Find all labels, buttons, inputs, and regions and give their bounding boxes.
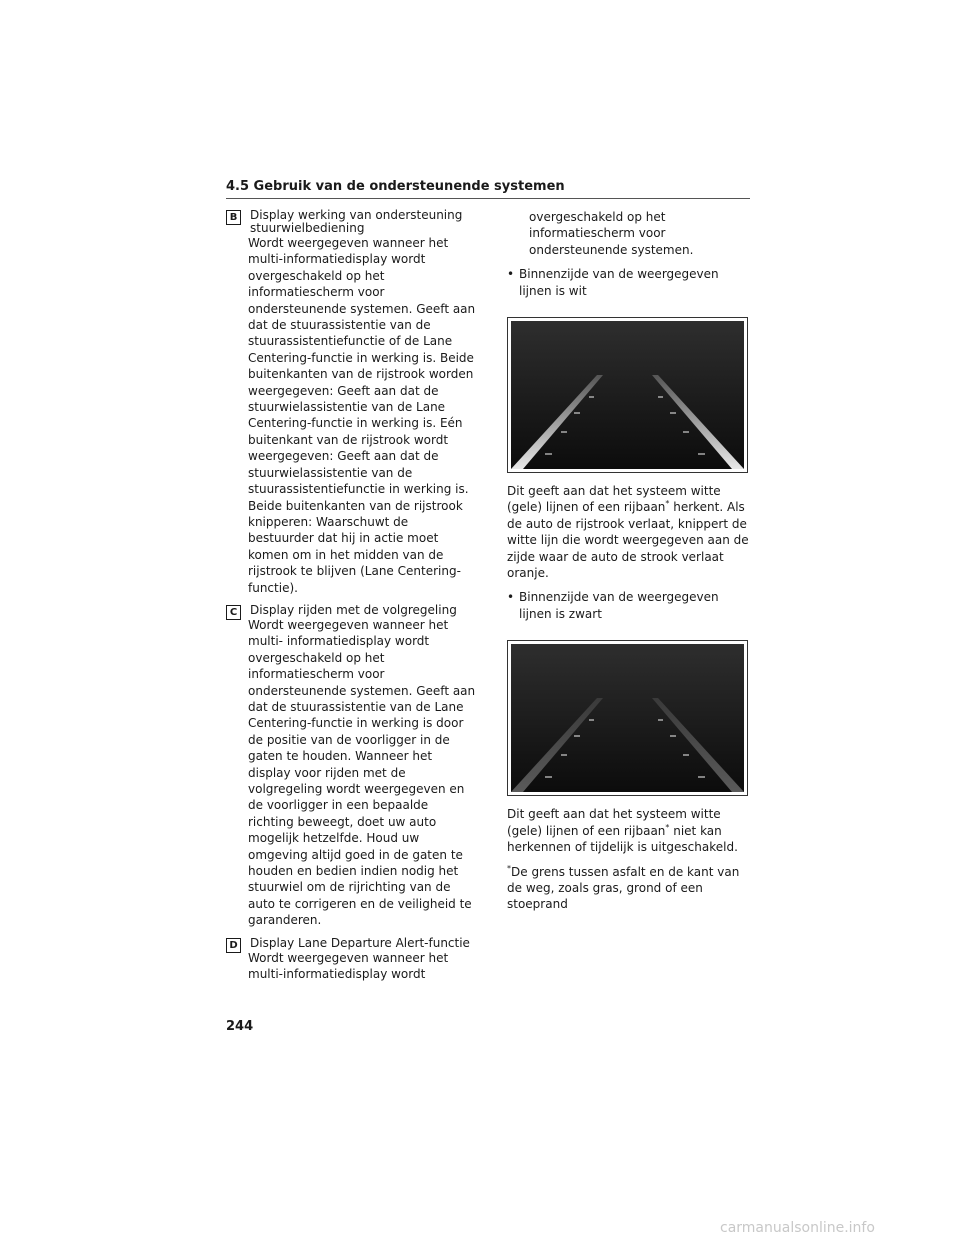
left-column <box>226 209 476 990</box>
continuation-text: overgeschakeld op het informatiescherm voor ondersteunende systemen. <box>529 210 694 257</box>
item-c-title: Display rijden met de volgregeling <box>250 602 457 617</box>
item-d-title: Display Lane Departure Alert-functie <box>250 935 470 950</box>
watermark: carmanualsonline.info <box>720 1220 875 1236</box>
figure-white-lane-lines <box>507 317 748 473</box>
section-title: 4.5 Gebruik van de ondersteunende systemen <box>226 179 565 194</box>
page-number: 244 <box>226 1019 254 1034</box>
footnote-asterisk: * <box>507 863 511 873</box>
item-d-body: Wordt weergegeven wanneer het multi-informatiedisplay wordt <box>248 950 449 982</box>
figure-black-lane-lines <box>507 640 748 796</box>
right-column <box>507 209 752 921</box>
item-c-body: Wordt weergegeven wanneer het multi- informatiedisplay wordt overgeschakeld op het informatiescherm voor ondersteunende systemen. Geeft aan dat de stuurassistentie van de Lane Centering-functie in werking is door de positie van de voorligger in de gaten te houden. Wanneer het display voor rijden met de volgregeling wordt weergegeven en de voorligger in een bepaalde richting beweegt, doet uw auto mogelijk hetzelfde. Houd uw omgeving altijd goed in de gaten te houden en bedien indien nodig het stuurwiel om de rijrichting van de auto te corrigeren en de veiligheid te garanderen. <box>248 617 476 928</box>
item-b-title: Display werking van ondersteuning stuurwielbediening <box>250 208 463 235</box>
asterisk-2: * <box>665 822 670 832</box>
badge-c: C <box>226 605 241 620</box>
para1-start: Dit geeft aan dat het systeem witte (gele) lijnen of een rijbaan <box>507 484 721 515</box>
lane-display-black-image <box>511 644 744 792</box>
item-b <box>226 209 476 596</box>
bullet-white-lines <box>507 266 752 299</box>
badge-b: B <box>226 210 241 225</box>
header-divider <box>226 198 750 199</box>
item-b-body: Wordt weergegeven wanneer het multi-informatiedisplay wordt overgeschakeld op het informatiescherm voor ondersteunende systemen. Geeft aan dat de stuurassistentie van de stuurassistentiefunctie of de Lane Centering-functie in werking is. Beide buitenkanten van de rijstrook worden weergegeven: Geeft aan dat de stuurwielassistentie van de Lane Centering-functie in werking is. Eén buitenkant van de rijstrook wordt weergegeven: Geeft aan dat de stuurwielassistentie van de stuurassistentiefunctie in werking is. Beide buitenkanten van de rijstrook knipperen: Waarschuwt de bestuurder dat hij in actie moet komen om in het midden van de rijstrook te blijven (Lane Centering-functie). <box>248 236 476 595</box>
asterisk-1: * <box>665 499 670 509</box>
item-c <box>226 604 476 929</box>
bullet-icon: • <box>507 590 515 605</box>
footnote-text: De grens tussen asfalt en de kant van de weg, zoals gras, grond of een stoeprand <box>507 864 740 912</box>
paragraph-black-lines <box>507 806 752 855</box>
para1-end: herkent. Als de auto de rijstrook verlaat, knippert de witte lijn die wordt weergegeven aan de zijde waar de auto de strook verlaat oranje. <box>507 500 749 581</box>
para2-start: Dit geeft aan dat het systeem witte (gele) lijnen of een rijbaan <box>507 807 721 838</box>
item-d <box>226 937 476 983</box>
bullet-black-lines <box>507 589 752 622</box>
bullet-white-text: Binnenzijde van de weergegeven lijnen is wit <box>519 267 719 298</box>
lane-display-white-image <box>511 321 744 469</box>
para2-end: niet kan herkennen of tijdelijk is uitgeschakeld. <box>507 823 738 855</box>
badge-d: D <box>226 938 241 953</box>
paragraph-white-lines <box>507 483 752 581</box>
footnote <box>507 864 752 913</box>
bullet-icon: • <box>507 267 515 282</box>
bullet-black-text: Binnenzijde van de weergegeven lijnen is zwart <box>519 590 719 621</box>
